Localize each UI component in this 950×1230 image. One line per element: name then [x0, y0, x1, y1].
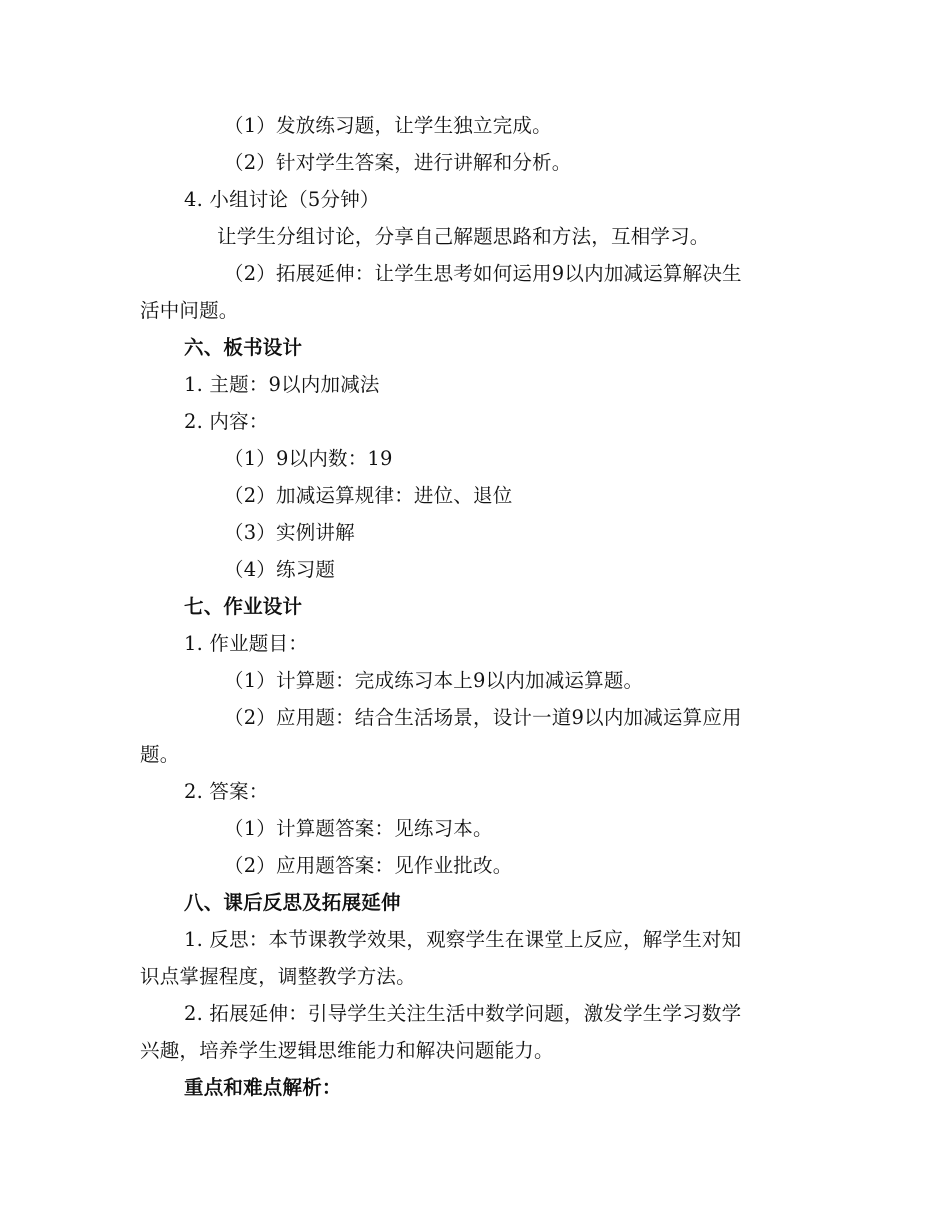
homework-questions: 1. 作业题目： — [184, 632, 308, 655]
homework-answer-2: （2）应用题答案：见作业批改。 — [224, 854, 513, 877]
homework-question-2: （2）应用题：结合生活场景，设计一道9以内加减运算应用 — [224, 706, 742, 729]
group-discussion-text: 让学生分组讨论，分享自己解题思路和方法，互相学习。 — [217, 225, 710, 248]
section-heading-key-points: 重点和难点解析： — [184, 1076, 342, 1099]
extension-item: 2. 拓展延伸：引导学生关注生活中数学问题，激发学生学习数学 — [184, 1002, 742, 1025]
section-heading-blackboard: 六、板书设计 — [184, 336, 303, 359]
reflection-item-continued: 识点掌握程度，调整教学方法。 — [140, 965, 416, 988]
practice-sub-item-1: （1）发放练习题，让学生独立完成。 — [224, 114, 552, 137]
extension-sub-item: （2）拓展延伸：让学生思考如何运用9以内加减运算解决生 — [224, 262, 742, 285]
blackboard-content: 2. 内容： — [184, 410, 269, 433]
extension-item-continued: 兴趣，培养学生逻辑思维能力和解决问题能力。 — [140, 1039, 554, 1062]
blackboard-content-item-2: （2）加减运算规律：进位、退位 — [224, 484, 513, 507]
homework-answers: 2. 答案： — [184, 780, 269, 803]
section-heading-homework: 七、作业设计 — [184, 595, 303, 618]
extension-sub-item-continued: 活中问题。 — [140, 299, 239, 322]
section-heading-reflection: 八、课后反思及拓展延伸 — [184, 891, 401, 914]
homework-question-2-continued: 题。 — [140, 743, 180, 766]
blackboard-content-item-4: （4）练习题 — [224, 558, 336, 581]
homework-question-1: （1）计算题：完成练习本上9以内加减运算题。 — [224, 669, 644, 692]
practice-sub-item-2: （2）针对学生答案，进行讲解和分析。 — [224, 151, 572, 174]
blackboard-content-item-1: （1）9以内数：19 — [224, 447, 393, 470]
homework-answer-1: （1）计算题答案：见练习本。 — [224, 817, 493, 840]
blackboard-topic: 1. 主题：9以内加减法 — [184, 373, 380, 396]
reflection-item: 1. 反思：本节课教学效果，观察学生在课堂上反应，解学生对知 — [184, 928, 742, 951]
group-discussion-item: 4. 小组讨论（5分钟） — [184, 188, 380, 211]
blackboard-content-item-3: （3）实例讲解 — [224, 521, 355, 544]
